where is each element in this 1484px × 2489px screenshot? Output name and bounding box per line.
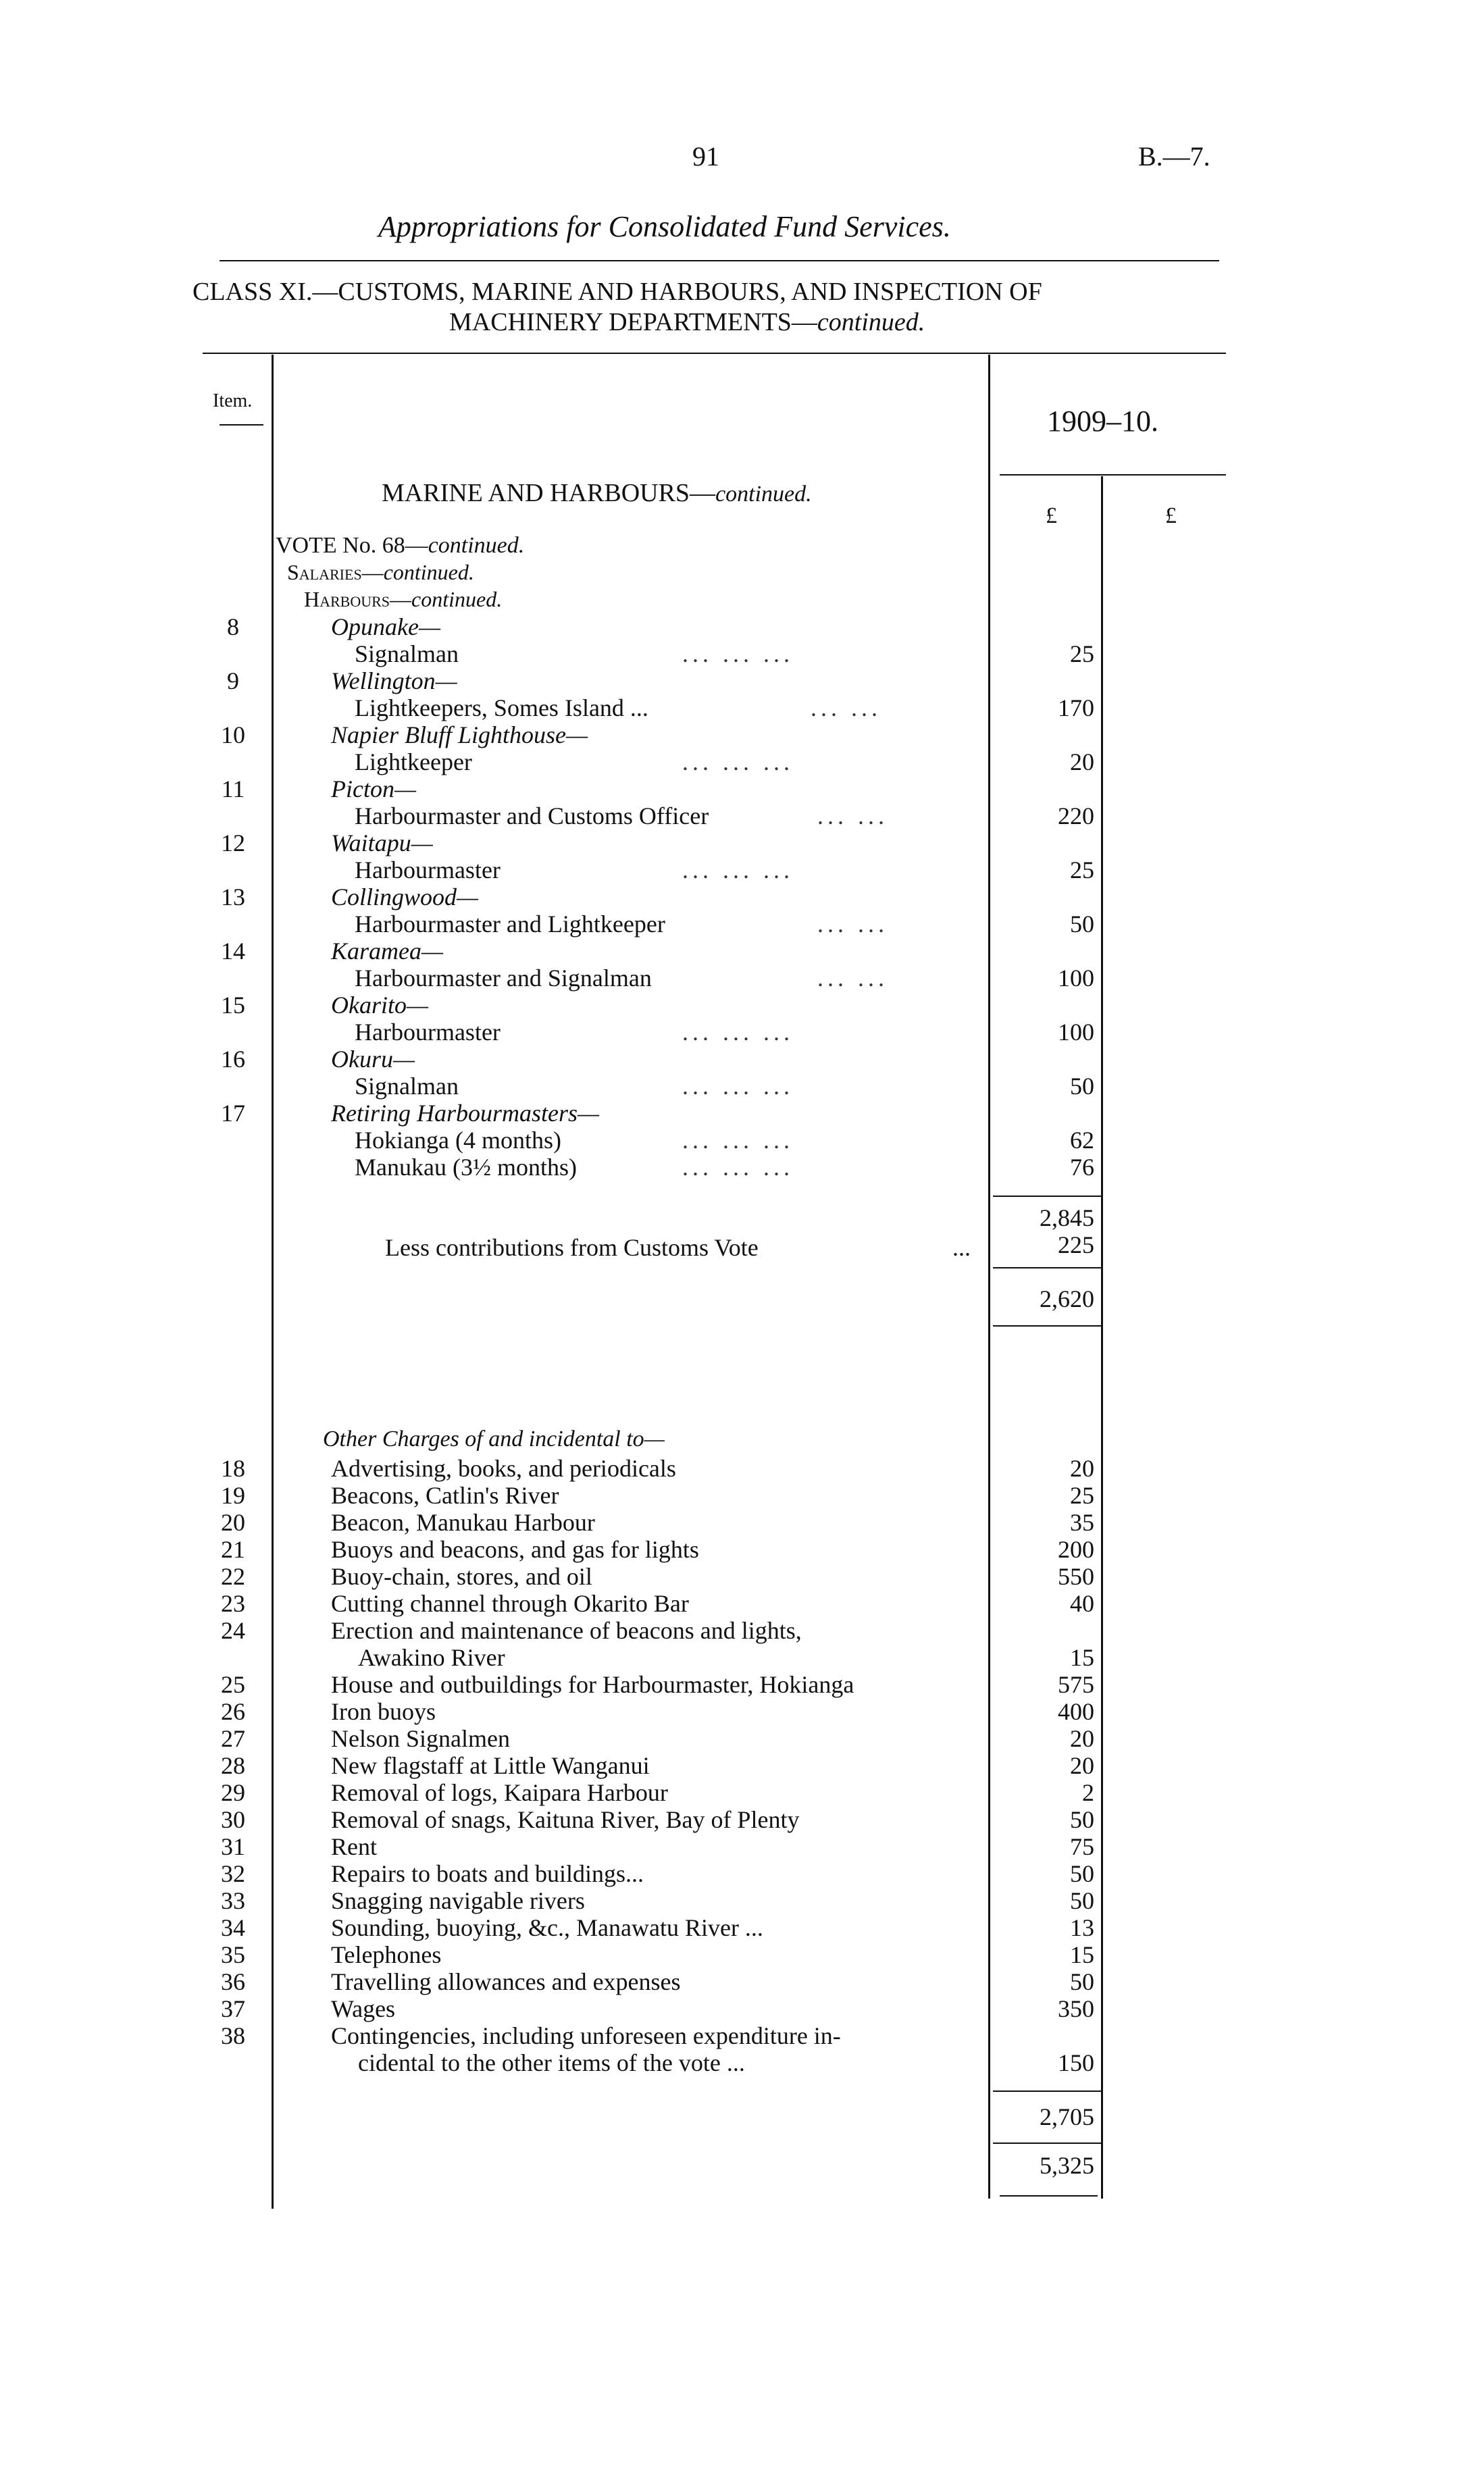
item-category: Collingwood— [331,883,479,910]
leader-dots: ... ... ... [682,856,794,883]
leader-dots: ... ... ... [682,1127,794,1154]
salary-item-category-row [0,775,1484,802]
item-number: 15 [221,992,245,1019]
salary-item-category-row [0,992,1484,1019]
item-number: 27 [221,1725,245,1752]
item-description: Removal of logs, Kaipara Harbour [331,1779,668,1806]
item-category: Wellington— [331,667,457,694]
other-charge-row [0,1806,1484,1833]
item-description: New flagstaff at Little Wanganui [331,1752,650,1779]
other-charge-row [0,1509,1484,1536]
leader-dots: ... ... ... [682,748,794,775]
other-charge-row [0,1563,1484,1590]
retiring-category-row [0,1100,1484,1127]
section-title-main: MARINE AND HARBOURS— [382,479,716,507]
grand-total: 5,325 [1040,2152,1094,2179]
item-amount: 15 [1070,1941,1094,1968]
less-contributions-label: Less contributions from Customs Vote [385,1234,759,1261]
item-amount: 62 [1070,1127,1094,1154]
item-description: Harbourmaster [355,1019,501,1046]
item-number: 12 [221,829,245,856]
salary-item-category-row [0,938,1484,965]
item-description: Travelling allowances and expenses [331,1968,681,1995]
other-charge-row [0,1914,1484,1941]
item-number: 19 [221,1482,245,1509]
item-amount: 75 [1070,1833,1094,1860]
item-amount: 20 [1070,1752,1094,1779]
leader-dots: ... [952,1234,971,1261]
item-number: 8 [227,613,239,640]
salary-item-category-row [0,721,1484,748]
vote-label [276,533,524,559]
item-number: 14 [221,938,245,965]
item-description-continued: Awakino River [358,1644,505,1671]
item-number: 16 [221,1046,245,1073]
item-amount: 25 [1070,640,1094,667]
salary-item-row [0,640,1484,667]
leader-dots: ... ... ... [682,640,794,667]
class-title-cont: continued. [817,308,925,336]
harbours-label [304,587,502,612]
item-description: Signalman [355,1073,459,1100]
item-amount: 2 [1082,1779,1094,1806]
item-number: 13 [221,883,245,910]
other-charge-continuation-row [0,2049,1484,2076]
net-underline [993,1325,1101,1327]
item-description: Manukau (3½ months) [355,1154,577,1181]
other-charges-heading: Other Charges of and incidental to— [323,1427,665,1452]
item-amount: 20 [1070,1725,1094,1752]
item-column-header: Item. [213,390,253,411]
leader-dots: ... ... ... [682,1019,794,1046]
vote-label-cont: continued. [428,533,525,558]
item-description: Iron buoys [331,1698,436,1725]
salaries-label-main: Salaries— [287,560,384,584]
other-charge-row [0,1698,1484,1725]
class-title-line1: CLASS XI.—CUSTOMS, MARINE AND HARBOURS, AND INSPECTION OF [193,278,1042,306]
item-number: 20 [221,1509,245,1536]
other-charge-row [0,1536,1484,1563]
salaries-label [287,560,474,585]
other-charge-row [0,2022,1484,2049]
item-number: 11 [221,775,245,802]
salary-item-row [0,1019,1484,1046]
salary-item-row [0,965,1484,992]
item-description: Telephones [331,1941,442,1968]
other-charge-row [0,1617,1484,1644]
item-description: Lightkeepers, Somes Island ... [355,694,648,721]
net-rule [993,1267,1101,1268]
item-number: 36 [221,1968,245,1995]
salary-item-row [0,694,1484,721]
item-amount: 76 [1070,1154,1094,1181]
item-number: 9 [227,667,239,694]
other-charge-row [0,1833,1484,1860]
section-title-cont: continued. [715,482,812,507]
leader-dots: ... ... [817,910,888,938]
pound-column-header-2: £ [1165,503,1177,528]
salary-item-category-row [0,829,1484,856]
item-description-continued: cidental to the other items of the vote ... [358,2049,745,2076]
salary-item-row [0,856,1484,883]
other-charge-continuation-row [0,1644,1484,1671]
item-number: 24 [221,1617,245,1644]
item-amount: 100 [1058,965,1094,992]
item-amount: 150 [1058,2049,1094,2076]
salary-item-category-row [0,667,1484,694]
salary-item-row [0,802,1484,829]
item-description: Signalman [355,640,459,667]
item-amount: 50 [1070,1806,1094,1833]
item-number: 28 [221,1752,245,1779]
item-amount: 25 [1070,856,1094,883]
item-amount: 50 [1070,1073,1094,1100]
harbours-label-cont: continued. [411,587,503,611]
other-charge-row [0,1725,1484,1752]
heading-rule [220,260,1219,261]
item-number: 10 [221,721,245,748]
other-charge-row [0,1860,1484,1887]
item-category: Karamea— [331,938,444,965]
other-charge-row [0,1482,1484,1509]
item-category: Picton— [331,775,416,802]
item-description: Buoy-chain, stores, and oil [331,1563,592,1590]
item-number: 34 [221,1914,245,1941]
item-category: Okuru— [331,1046,415,1073]
vote-label-main: VOTE No. 68— [276,533,428,558]
item-description: Harbourmaster and Customs Officer [355,802,709,829]
item-description: Lightkeeper [355,748,472,775]
document-code: B.—7. [1138,141,1210,172]
item-description: Buoys and beacons, and gas for lights [331,1536,699,1563]
item-amount: 350 [1058,1995,1094,2022]
item-number: 25 [221,1671,245,1698]
item-description: Sounding, buoying, &c., Manawatu River ... [331,1914,763,1941]
item-number: 30 [221,1806,245,1833]
page-number: 91 [692,141,719,172]
item-amount: 25 [1070,1482,1094,1509]
salary-item-row [0,748,1484,775]
salary-item-category-row [0,613,1484,640]
item-amount: 400 [1058,1698,1094,1725]
item-description: Harbourmaster [355,856,501,883]
table-top-rule [203,353,1226,354]
salary-item-category-row [0,1046,1484,1073]
pound-column-header-1: £ [1046,503,1057,528]
item-description: Beacons, Catlin's River [331,1482,559,1509]
item-header-underline [220,424,263,426]
leader-dots: ... ... ... [682,1154,794,1181]
item-amount: 13 [1070,1914,1094,1941]
salary-subtotal: 2,845 [1040,1204,1094,1231]
class-title-main: MACHINERY DEPARTMENTS— [449,308,817,336]
item-category: Okarito— [331,992,428,1019]
leader-dots: ... ... [811,694,881,721]
item-amount: 35 [1070,1509,1094,1536]
item-description: Beacon, Manukau Harbour [331,1509,595,1536]
year-header-rule [1000,474,1226,476]
item-description: Erection and maintenance of beacons and lights, [331,1617,802,1644]
item-amount: 50 [1070,910,1094,938]
item-category: Opunake— [331,613,440,640]
item-description: Rent [331,1833,377,1860]
less-contributions-amount: 225 [1058,1231,1094,1258]
item-amount: 200 [1058,1536,1094,1563]
item-category: Retiring Harbourmasters— [331,1100,600,1127]
salary-item-row [0,910,1484,938]
item-amount: 15 [1070,1644,1094,1671]
retiring-row [0,1154,1484,1181]
class-title-line2 [449,307,925,337]
item-category: Napier Bluff Lighthouse— [331,721,588,748]
item-description: Wages [331,1995,396,2022]
item-description: Removal of snags, Kaituna River, Bay of Plenty [331,1806,800,1833]
item-description: Repairs to boats and buildings... [331,1860,644,1887]
other-total-rule [993,2090,1101,2092]
item-amount: 550 [1058,1563,1094,1590]
item-number: 35 [221,1941,245,1968]
item-amount: 220 [1058,802,1094,829]
other-charge-row [0,1590,1484,1617]
item-number: 32 [221,1860,245,1887]
page-heading: Appropriations for Consolidated Fund Services. [378,210,951,243]
item-number: 33 [221,1887,245,1914]
item-number: 21 [221,1536,245,1563]
item-amount: 50 [1070,1887,1094,1914]
other-charges-total: 2,705 [1040,2103,1094,2130]
item-description: Cutting channel through Okarito Bar [331,1590,689,1617]
item-number: 26 [221,1698,245,1725]
salary-item-row [0,1073,1484,1100]
item-amount: 170 [1058,694,1094,721]
harbours-label-main: Harbours— [304,587,412,611]
other-charge-row [0,1455,1484,1482]
item-description: Hokianga (4 months) [355,1127,561,1154]
salary-net-total: 2,620 [1040,1285,1094,1312]
retiring-row [0,1127,1484,1154]
item-category: Waitapu— [331,829,433,856]
item-amount: 40 [1070,1590,1094,1617]
item-amount: 575 [1058,1671,1094,1698]
other-charge-row [0,1779,1484,1806]
year-column-header: 1909–10. [1047,405,1158,438]
salary-item-category-row [0,883,1484,910]
item-amount: 50 [1070,1860,1094,1887]
grand-total-underline [1000,2195,1098,2197]
item-description: House and outbuildings for Harbourmaster, Hokianga [331,1671,854,1698]
item-number: 37 [221,1995,245,2022]
other-charge-row [0,1887,1484,1914]
leader-dots: ... ... [817,802,888,829]
other-charge-row [0,1671,1484,1698]
item-number: 29 [221,1779,245,1806]
item-description: Contingencies, including unforeseen expenditure in- [331,2022,841,2049]
item-number: 17 [221,1100,245,1127]
item-description: Snagging navigable rivers [331,1887,585,1914]
other-charge-row [0,1752,1484,1779]
section-title [382,478,812,508]
item-number: 38 [221,2022,245,2049]
subtotal-rule [993,1196,1101,1197]
item-amount: 100 [1058,1019,1094,1046]
item-amount: 20 [1070,748,1094,775]
item-description: Harbourmaster and Signalman [355,965,652,992]
item-number: 31 [221,1833,245,1860]
item-description: Harbourmaster and Lightkeeper [355,910,665,938]
leader-dots: ... ... [817,965,888,992]
leader-dots: ... ... ... [682,1073,794,1100]
other-charge-row [0,1941,1484,1968]
item-description: Advertising, books, and periodicals [331,1455,676,1482]
item-number: 22 [221,1563,245,1590]
item-description: Nelson Signalmen [331,1725,510,1752]
other-charge-row [0,1995,1484,2022]
item-number: 23 [221,1590,245,1617]
item-amount: 20 [1070,1455,1094,1482]
grand-total-rule [993,2142,1101,2144]
item-number: 18 [221,1455,245,1482]
other-charge-row [0,1968,1484,1995]
salaries-label-cont: continued. [383,560,474,584]
item-amount: 50 [1070,1968,1094,1995]
